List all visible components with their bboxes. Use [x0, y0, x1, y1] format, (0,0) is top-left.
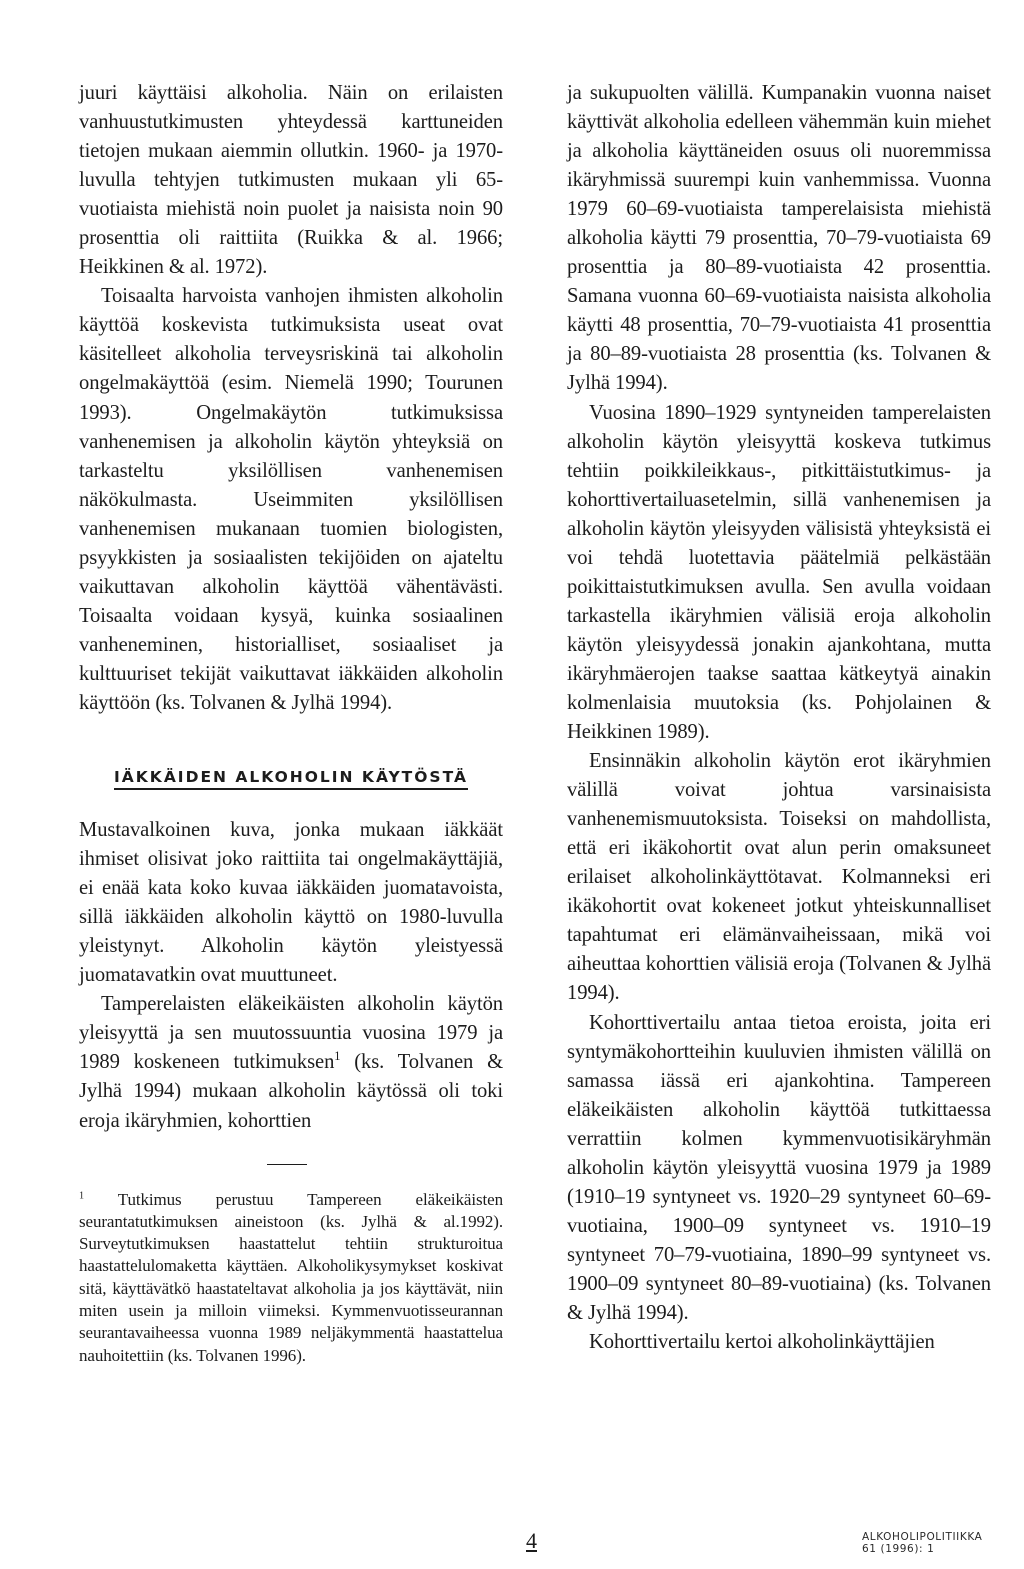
paragraph: Kohorttivertailu antaa tietoa eroista, joita eri syntymäkohortteihin kuuluvien ihmisten välillä on samassa iässä eri ajankohtina. Tampereen eläkeikäisten alkoholin käyttöä tutkittaessa verrattiin kolmen kymmenvuotisikäryhmän alkoholin käytön yleisyyttä vuosina 1979 ja 1989 (1910–19 syntyneet vs. 1920–29 syntyneet 60–69-vuotiaina, 1900–09 syntyneet vs. 1910–19 syntyneet 70–79-vuotiaina, 1890–99 syntyneet vs. 1900–09 syntyneet 80–89-vuotiaina) (ks. Tolvanen & Jylhä 1994). [567, 1011, 991, 1324]
footnote [79, 1189, 503, 1367]
footnote-number: 1 [79, 1189, 84, 1201]
section-heading-text: IÄKKÄIDEN ALKOHOLIN KÄYTÖSTÄ [114, 768, 468, 790]
paragraph: juuri käyttäisi alkoholia. Näin on erilaisten vanhuustutkimusten yhteydessä karttuneiden tietojen mukaan aiemmin ollutkin. 1960- ja 1970-luvulla tehtyjen tutkimusten mukaan yli 65-vuotiaista miehistä noin puolet ja naisista noin 90 prosenttia oli raittiita (Ruikka & al. 1966; Heikkinen & al. 1972). [79, 82, 503, 279]
page-number: 4 [526, 1528, 537, 1553]
paragraph-text: (ks. Tolvanen & Jylhä 1994) mukaan alkoholin käytössä oli toki eroja ikäryhmien, kohorttien [79, 1051, 503, 1132]
paragraph: Vuosina 1890–1929 syntyneiden tamperelaisten alkoholin käytön yleisyyttä koskeva tutkimus tehtiin poikkileikkaus-, pitkittäistutkimus- ja kohorttivertailuasetelmin, sillä vanhenemisen ja alkoholin käytön yleisyyden välisistä yhteyksistä ei voi tehdä luotettavia päätelmiä pelkästään poikittaistutkimuksen avulla. Sen avulla voidaan tarkastella ikäryhmien välisiä eroja alkoholin käytön yleisyydessä jonakin ajankohtana, mutta ikäryhmäerojen taakse saattaa kätkeytyä ainakin kolmenlaisia muutoksia (ks. Pohjolainen & Heikkinen 1989). [567, 401, 991, 744]
section-heading [79, 768, 503, 786]
paragraph: ja sukupuolten välillä. Kumpanakin vuonna naiset käyttivät alkoholia edelleen vähemmän kuin miehet ja alkoholia käyttäneiden osuus oli nuoremmissa ikäryhmissä suurempi kuin vanhemmissa. Vuonna 1979 60–69-vuotiaista tamperelaisista miehistä alkoholia käytti 79 prosenttia, 70–79-vuotiaista 69 prosenttia ja 80–89-vuotiaista 42 prosenttia. Samana vuonna 60–69-vuotiaista naisista alkoholia käytti 48 prosenttia, 70–79-vuotiaista 41 prosenttia ja 80–89-vuotiaista 28 prosenttia (ks. Tolvanen & Jylhä 1994). [567, 82, 991, 395]
paragraph: Kohorttivertailu kertoi alkoholinkäyttäjien [589, 1331, 935, 1354]
paragraph: Ensinnäkin alkoholin käytön erot ikäryhmien välillä voivat johtua varsinaisista vanhenemismuutoksista. Toiseksi on mahdollista, että eri ikäkohortit ovat alun perin omaksuneet erilaiset alkoholinkäyttötavat. Kolmanneksi eri ikäkohortit ovat kokeneet jotkut yhteiskunnalliset tapahtumat eri elämänvaiheissaan, mikä voi aiheuttaa kohorttien välisiä eroja (Tolvanen & Jylhä 1994). [567, 750, 991, 1005]
footnote-marker: 1 [334, 1049, 341, 1064]
journal-name: ALKOHOLIPOLITIIKKA [862, 1531, 983, 1543]
right-column [567, 79, 991, 1357]
footnote-text [79, 1189, 503, 1367]
paragraph-text: Tamperelaisten eläkeikäisten alkoholin käytön yleisyyttä ja sen muutossuuntia vuosina 1979 ja 1989 koskeneen tutkimuksen [79, 993, 503, 1074]
paragraph [79, 990, 503, 1135]
left-column [79, 79, 503, 1367]
paragraph: Toisaalta harvoista vanhojen ihmisten alkoholin käyttöä koskevista tutkimuksista useat ovat käsitelleet alkoholia terveysriskinä tai alkoholin ongelmakäyttöä (esim. Niemelä 1990; Tourunen 1993). Ongelmakäytön tutkimuksissa vanhenemisen ja alkoholin käytön yhteyksiä on tarkasteltu yksilöllisen vanhenemisen näkökulmasta. Useimmiten yksilöllisen vanhenemisen mukanaan tuomien biologisten, psyykkisten ja sosiaalisten tekijöiden on ajateltu vaikuttavan alkoholin käyttöä vähentävästi. Toisaalta voidaan kysyä, kuinka sosiaalinen vanheneminen, historialliset, sosiaaliset ja kulttuuriset tekijät vaikuttavat iäkkäiden alkoholin käyttöön (ks. Tolvanen & Jylhä 1994). [79, 285, 503, 714]
footnote-body: Tutkimus perustuu Tampereen eläkeikäisten seurantatutkimuksen aineistoon (ks. Jylhä & al.1992). Surveytutkimuksen haastattelut tehtiin strukturoitua haastattelulomaketta käyttäen. Alkoholikysymykset koskivat sitä, käyttävätkö haastateltavat alkoholia ja jos käyttävät, niin miten usein ja milloin viimeksi. Kymmenvuotisseurannan seurantavaiheessa vuonna 1989 neljäkymmentä haastattelua nauhoitettiin (ks. Tolvanen 1996). [79, 1189, 503, 1365]
journal-info [862, 1531, 992, 1555]
paragraph: Mustavalkoinen kuva, jonka mukaan iäkkäät ihmiset olisivat joko raittiita tai ongelmakäyttäjiä, ei enää kata koko kuvaa iäkkäiden juomatavoista, sillä iäkkäiden alkoholin käyttö on 1980-luvulla yleistynyt. Alkoholin käytön yleistyessä juomatavatkin ovat muuttuneet. [79, 819, 503, 987]
footnote-divider [267, 1164, 307, 1165]
journal-issue: 61 (1996): 1 [862, 1543, 935, 1555]
